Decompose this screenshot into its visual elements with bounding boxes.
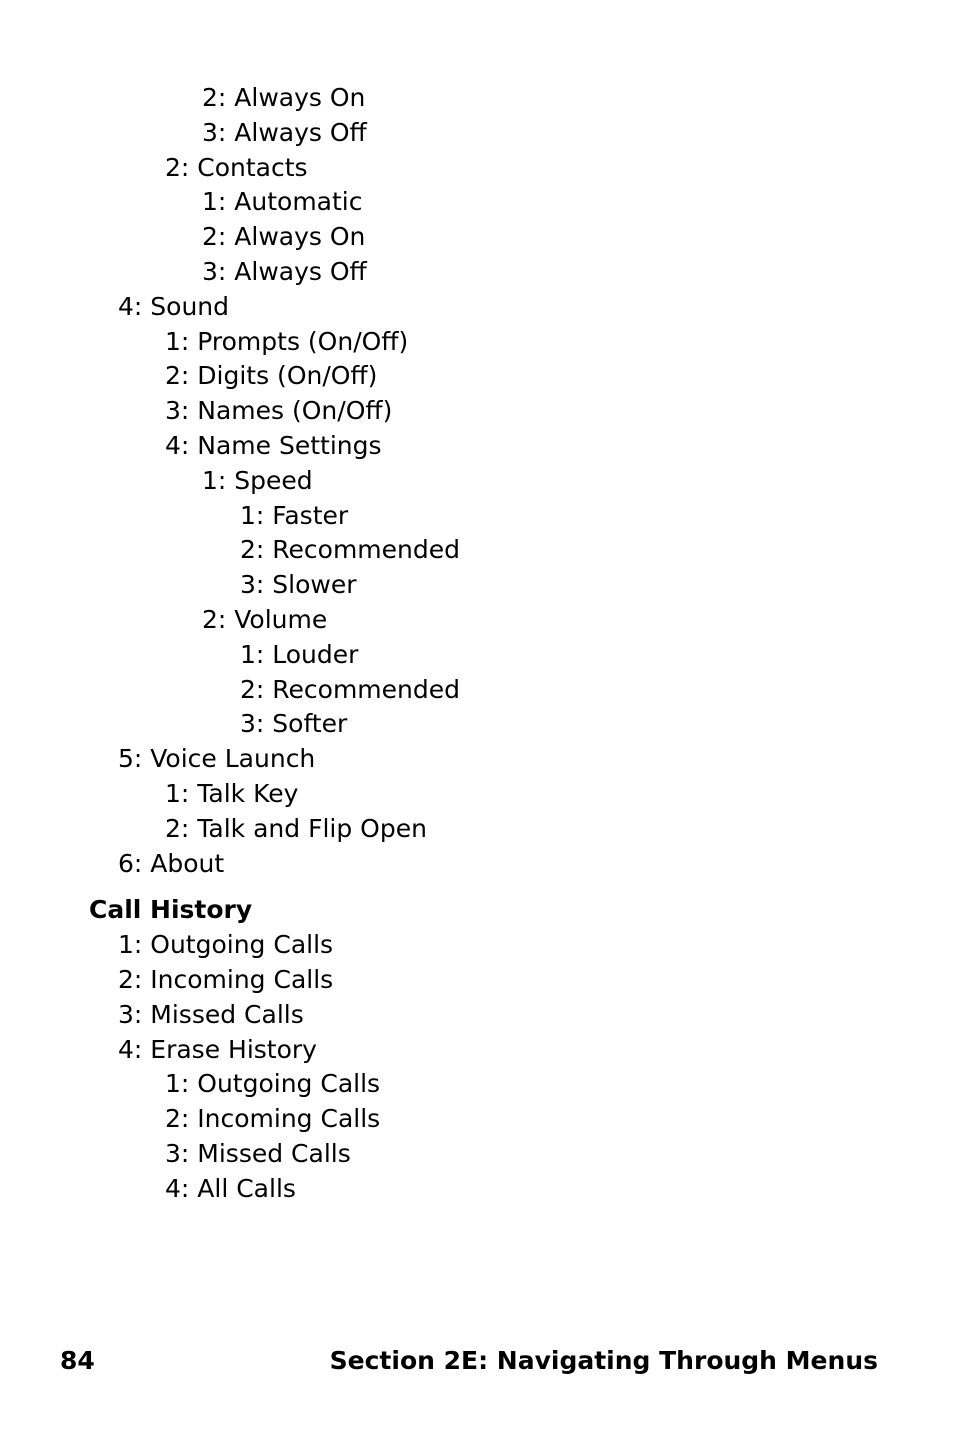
menu-item: 1: Louder — [240, 640, 359, 669]
menu-item: 3: Softer — [240, 709, 348, 738]
menu-item: 3: Always Off — [202, 257, 367, 286]
page-footer — [0, 1343, 954, 1379]
menu-item: 2: Incoming Calls — [165, 1104, 381, 1133]
menu-item: 2: Contacts — [165, 153, 308, 182]
menu-item: 4: Name Settings — [165, 431, 382, 460]
menu-item: 2: Incoming Calls — [118, 965, 334, 994]
page-number: 84 — [60, 1346, 95, 1375]
menu-item: 3: Missed Calls — [118, 1000, 304, 1029]
menu-item: 4: Sound — [118, 292, 229, 321]
menu-item: 3: Slower — [240, 570, 357, 599]
menu-item: 1: Talk Key — [165, 779, 299, 808]
menu-item: 2: Volume — [202, 605, 328, 634]
menu-item: 4: All Calls — [165, 1174, 296, 1203]
menu-item: 1: Outgoing Calls — [118, 930, 334, 959]
menu-item: 2: Recommended — [240, 675, 460, 704]
menu-item: 2: Recommended — [240, 535, 460, 564]
menu-item: 2: Digits (On/Off) — [165, 361, 378, 390]
menu-item: 5: Voice Launch — [118, 744, 316, 773]
menu-item: 2: Always On — [202, 222, 366, 251]
menu-item: 2: Talk and Flip Open — [165, 814, 427, 843]
menu-item: 3: Missed Calls — [165, 1139, 351, 1168]
menu-item: 6: About — [118, 849, 225, 878]
menu-section-heading: Call History — [89, 895, 253, 924]
menu-item: 3: Names (On/Off) — [165, 396, 393, 425]
menu-item: 3: Always Off — [202, 118, 367, 147]
menu-item: 1: Prompts (On/Off) — [165, 327, 409, 356]
section-title: Section 2E: Navigating Through Menus — [329, 1346, 878, 1375]
menu-item: 4: Erase History — [118, 1035, 317, 1064]
menu-item: 2: Always On — [202, 83, 366, 112]
menu-item: 1: Speed — [202, 466, 313, 495]
menu-item: 1: Outgoing Calls — [165, 1069, 381, 1098]
menu-item: 1: Automatic — [202, 187, 363, 216]
menu-item: 1: Faster — [240, 501, 349, 530]
